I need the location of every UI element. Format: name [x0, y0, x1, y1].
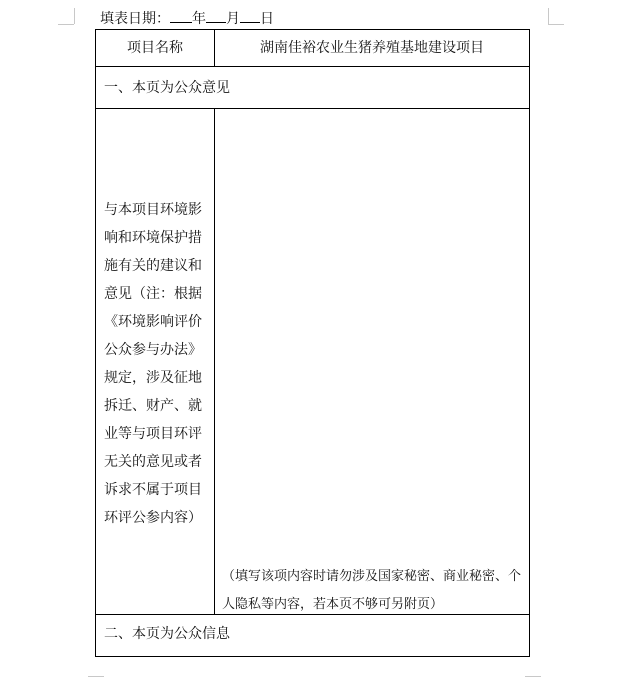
project-name-label: 项目名称 — [127, 40, 183, 56]
fill-date-row — [100, 8, 274, 28]
month-label: 月 — [226, 11, 240, 27]
year-label: 年 — [192, 11, 206, 27]
page-corner-mark-bottom-right — [525, 676, 541, 677]
day-label: 日 — [260, 11, 274, 27]
page-corner-mark-bottom-left — [88, 676, 104, 677]
year-blank[interactable] — [170, 8, 192, 23]
table-border-left — [95, 29, 96, 657]
page-corner-mark-top-left-h — [58, 24, 74, 25]
table-border-right — [529, 29, 530, 657]
project-name-value-cell — [215, 30, 529, 66]
project-name-value: 湖南佳裕农业生猪养殖基地建设项目 — [260, 40, 484, 56]
page-corner-mark-top-left-v — [74, 8, 75, 24]
section1-title: 一、本页为公众意见 — [104, 80, 230, 96]
page-corner-mark-top-right-h — [548, 24, 564, 25]
table-row-divider-1 — [95, 66, 530, 67]
opinion-note: （填写该项内容时请勿涉及国家秘密、商业秘密、个人隐私等内容，若本页不够可另附页） — [222, 569, 522, 612]
table-col-divider-middle — [214, 108, 215, 614]
month-blank[interactable] — [206, 8, 226, 23]
table-row-divider-2 — [95, 108, 530, 109]
section2-title: 二、本页为公众信息 — [104, 626, 230, 642]
fill-date-label: 填表日期： — [100, 11, 170, 27]
project-name-label-cell — [96, 30, 214, 66]
opinion-label: 与本项目环境影响和环境保护措施有关的建议和意见（注：根据《环境影响评价公众参与办法》规定，涉及征地拆迁、财产、就业等与项目环评无关的意见或者诉求不属于项目环评公参内容） — [104, 202, 202, 526]
table-border-bottom — [95, 656, 530, 657]
opinion-input-area[interactable] — [216, 110, 528, 560]
page-corner-mark-top-right-v — [548, 8, 549, 24]
day-blank[interactable] — [240, 8, 260, 23]
